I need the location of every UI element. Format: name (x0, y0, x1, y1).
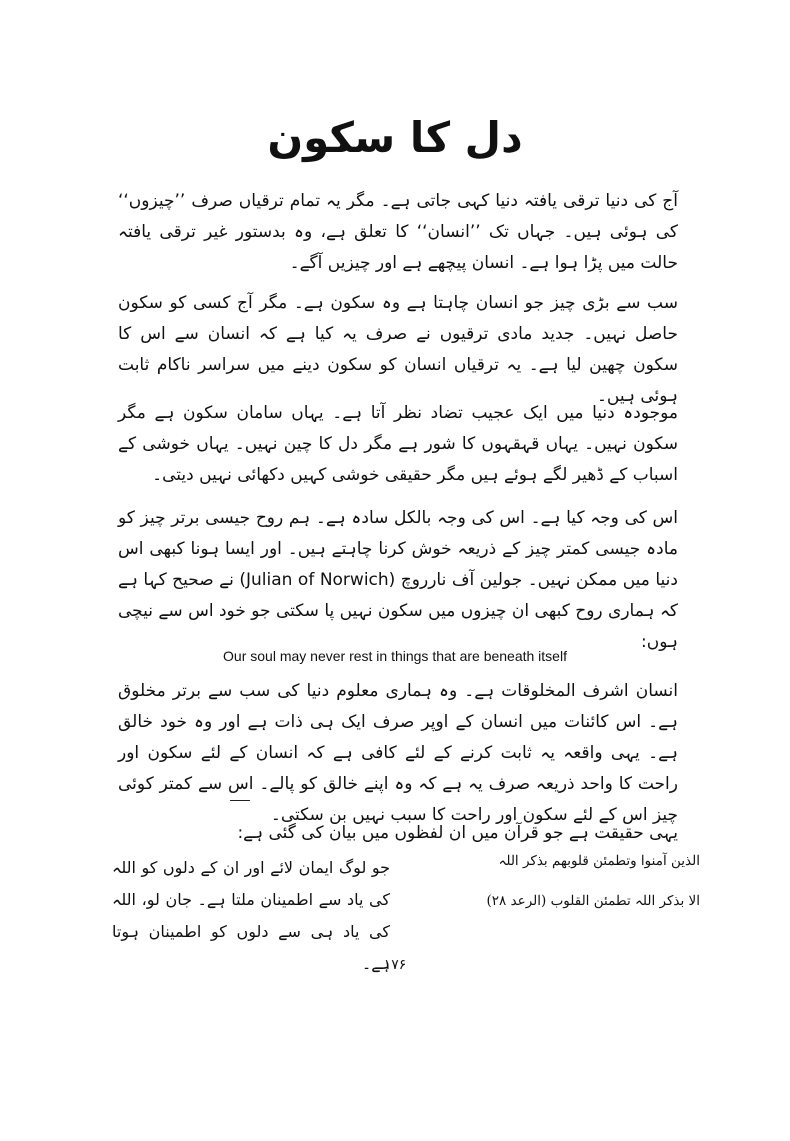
decorative-dash (230, 800, 250, 801)
verse-translation: جو لوگ ایمان لائے اور ان کے دلوں کو اللہ کی یاد سے اطمینان ملتا ہے۔ جان لو، اللہ کی یاد ہی سے دلوں کو اطمینان ہوتا ہے۔ (112, 858, 390, 973)
paragraph-4: اس کی وجہ کیا ہے۔ اس کی وجہ بالکل سادہ ہے۔ ہم روح جیسی برتر چیز کو مادہ جیسی کمتر چیز کے ذریعہ خوش کرنا چاہتے ہیں۔ اور ایسا ہونا کبھی اس دنیا میں ممکن نہیں۔ جولین آف نارروچ (Julian of Norwich) نے صحیح کہا ہے کہ ہماری روح کبھی ان چیزوں میں سکون نہیں پا سکتی جو خود اس سے نیچی ہوں: (118, 508, 678, 652)
english-quote: Our soul may never rest in things that are beneath itself (223, 648, 567, 664)
paragraph-6: یہی حقیقت ہے جو قرآن میں ان لفظوں میں بیان کی گئی ہے: (237, 823, 678, 843)
page-title: دل کا سکون (267, 113, 523, 162)
paragraph-2: سب سے بڑی چیز جو انسان چاہتا ہے وہ سکون ہے۔ مگر آج کسی کو سکون حاصل نہیں۔ جدید مادی ترقیوں نے صرف یہ کیا ہے کہ انسان سے اس کا سکون چھین لیا ہے۔ یہ ترقیاں انسان کو سکون دینے میں سراسر ناکام ثابت ہوئی ہیں۔ (118, 293, 678, 406)
paragraph-5: انسان اشرف المخلوقات ہے۔ وہ ہماری معلوم دنیا کی سب سے برتر مخلوق ہے۔ اس کائنات میں انسان کے اوپر صرف ایک ہی ذات ہے اور وہ خود خالق ہے۔ یہی واقعہ یہ ثابت کرنے کے لئے کافی ہے کہ انسان کے لئے سکون اور راحت کا واحد ذریعہ صرف یہ ہے کہ وہ اپنے خالق کو پالے۔ اس سے کمتر کوئی چیز اس کے لئے سکون اور راحت کا سبب نہیں بن سکتی۔ (118, 681, 678, 825)
quran-verse-line-1: الذین آمنوا وتطمئن قلوبهم بذکر اللہ (498, 853, 700, 869)
quran-verse-line-2: الا بذکر اللہ تطمئن القلوب (الرعد ۲۸) (486, 893, 700, 909)
paragraph-1: آج کی دنیا ترقی یافتہ دنیا کہی جاتی ہے۔ مگر یہ تمام ترقیاں صرف ’’چیزوں‘‘ کی ہوئی ہیں۔ جہاں تک ’’انسان‘‘ کا تعلق ہے، وہ بدستور غیر ترقی یافتہ حالت میں پڑا ہوا ہے۔ انسان پیچھے ہے اور چیزیں آگے۔ (118, 191, 678, 273)
paragraph-3: موجودہ دنیا میں ایک عجیب تضاد نظر آتا ہے۔ یہاں سامان سکون ہے مگر سکون نہیں۔ یہاں قہقہوں کا شور ہے مگر دل کا چین نہیں۔ یہاں خوشی کے اسباب کے ڈھیر لگے ہوئے ہیں مگر حقیقی خوشی کہیں دکھائی نہیں دیتی۔ (118, 403, 678, 485)
page-number: ۱۷۶ (383, 957, 407, 973)
